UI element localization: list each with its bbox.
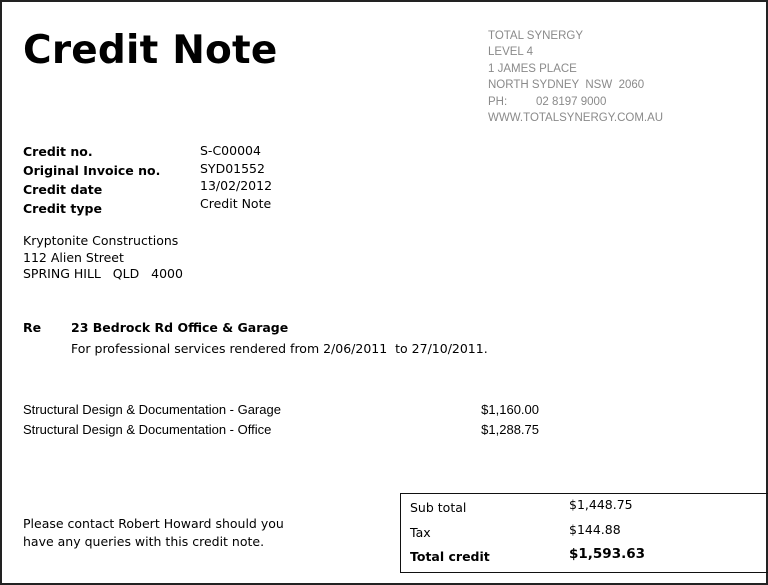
company-address-line2: 1 JAMES PLACE <box>488 62 577 75</box>
credit-number-label: Credit no. <box>23 144 93 159</box>
subtotal-label: Sub total <box>410 500 467 515</box>
credit-date-label: Credit date <box>23 182 103 197</box>
reference-description: For professional services rendered from 2/06/2011 to 27/10/2011. <box>71 341 488 356</box>
company-phone: 02 8197 9000 <box>536 95 607 108</box>
recipient-city: SPRING HILL QLD 4000 <box>23 266 183 281</box>
line-item-amount: $1,160.00 <box>481 402 539 417</box>
line-item-description: Structural Design & Documentation - Garage <box>23 402 281 417</box>
original-invoice-label: Original Invoice no. <box>23 163 161 178</box>
line-items <box>23 400 539 440</box>
line-item-amount: $1,288.75 <box>481 422 539 437</box>
company-name: TOTAL SYNERGY <box>488 30 584 42</box>
subtotal-value: $1,448.75 <box>569 497 633 512</box>
credit-meta-labels <box>23 142 160 218</box>
tax-label: Tax <box>410 525 431 540</box>
line-item <box>23 400 539 420</box>
original-invoice-value: SYD01552 <box>200 160 265 176</box>
line-item-description: Structural Design & Documentation - Office <box>23 422 272 437</box>
company-phone-label: PH: <box>488 95 508 108</box>
company-address-line1: LEVEL 4 <box>488 46 533 59</box>
credit-meta-values <box>200 142 272 212</box>
company-address-line3: NORTH SYDNEY NSW 2060 <box>488 79 645 92</box>
company-details <box>488 28 663 126</box>
reference-title: 23 Bedrock Rd Office & Garage <box>71 320 289 335</box>
totals-box <box>400 493 768 573</box>
credit-type-value: Credit Note <box>200 195 272 211</box>
reference-label: Re <box>23 320 42 335</box>
company-website: WWW.TOTALSYNERGY.COM.AU <box>488 112 664 125</box>
line-item <box>23 420 539 440</box>
contact-note-line1: Please contact Robert Howard should you <box>23 516 284 531</box>
total-value: $1,593.63 <box>569 546 646 562</box>
credit-type-label: Credit type <box>23 201 102 216</box>
total-label: Total credit <box>410 549 490 564</box>
recipient-street: 112 Alien Street <box>23 249 124 265</box>
recipient-name: Kryptonite Constructions <box>23 233 179 248</box>
company-phone-row <box>488 94 663 110</box>
tax-value: $144.88 <box>569 522 621 537</box>
contact-note <box>23 515 284 551</box>
document-title: Credit Note <box>23 28 278 73</box>
credit-date-value: 13/02/2012 <box>200 178 273 193</box>
contact-note-line2: have any queries with this credit note. <box>23 534 265 549</box>
recipient-address <box>23 233 183 283</box>
credit-number-value: S-C00004 <box>200 143 261 158</box>
